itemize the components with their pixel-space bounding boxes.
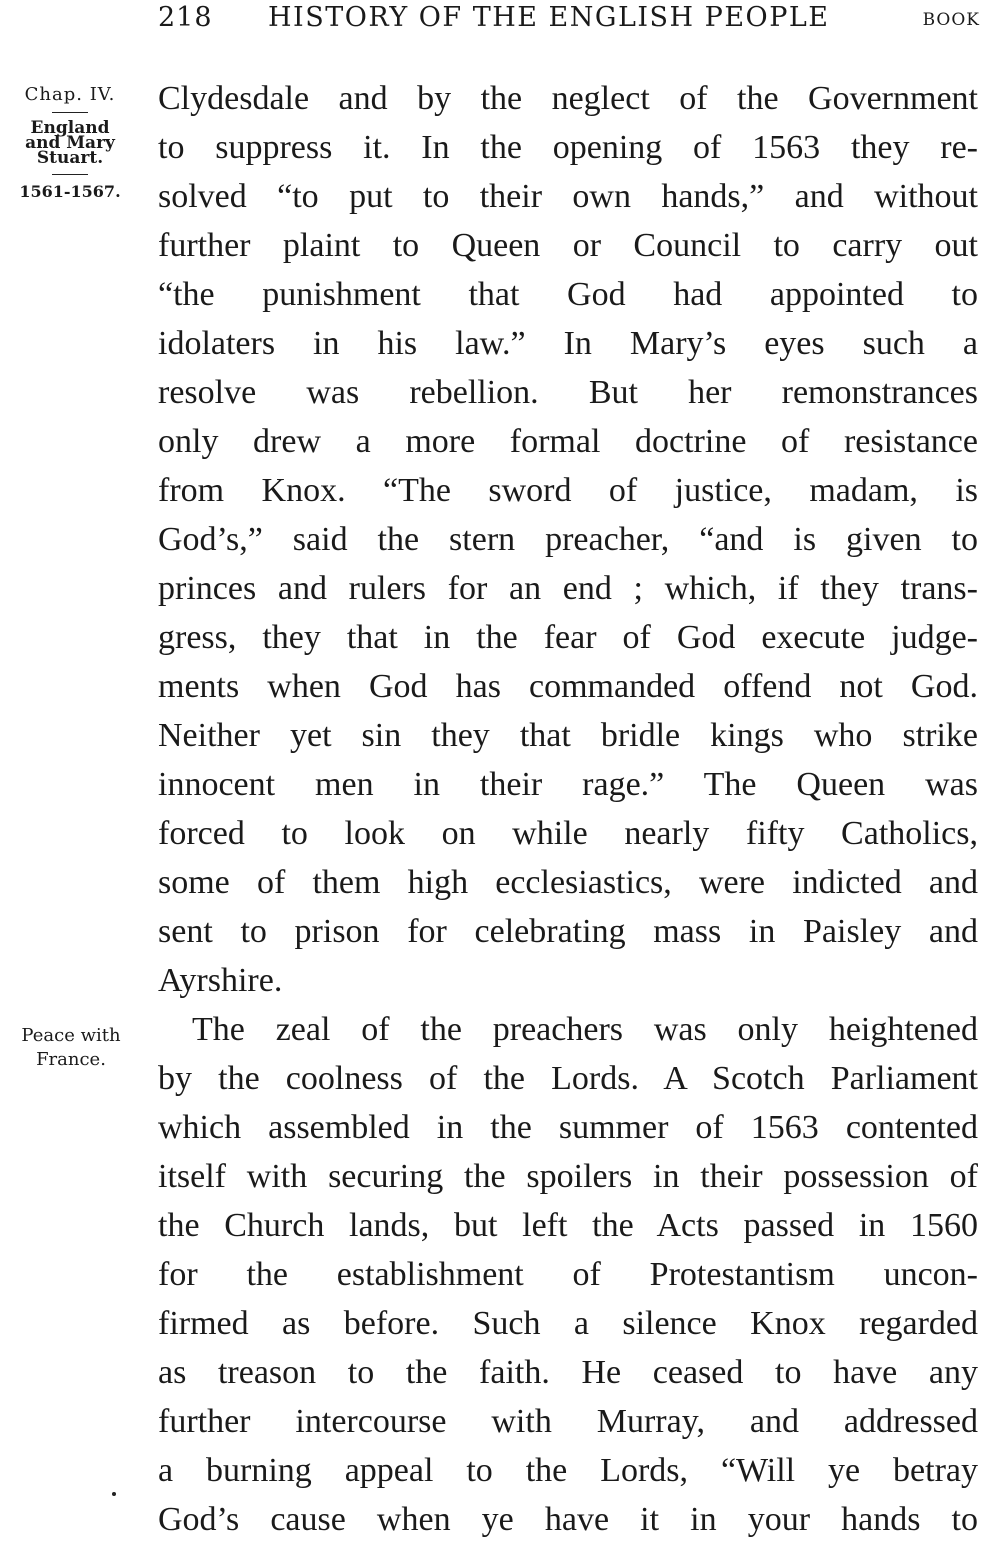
text-line: some of them high ecclesiastics, were indicted and [158, 864, 978, 901]
page-number: 218 [158, 2, 213, 33]
text-line: God’s cause when ye have it in your hands to [158, 1501, 978, 1538]
text-line: itself with securing the spoilers in their possession of [158, 1158, 978, 1195]
text-line: resolve was rebellion. But her remonstrances [158, 374, 978, 411]
topic-line-2: and Mary [25, 133, 115, 153]
text-line: to suppress it. In the opening of 1563 they re- [158, 129, 978, 166]
text-line: Neither yet sin they that bridle kings who strike [158, 717, 978, 754]
margin-note-peace [4, 1024, 138, 1072]
text-line: forced to look on while nearly fifty Catholics, [158, 815, 978, 852]
rule-divider [52, 112, 88, 113]
text-line: as treason to the faith. He ceased to have any [158, 1354, 978, 1391]
text-line: “the punishment that God had appointed to [158, 276, 978, 313]
text-line: solved “to put to their own hands,” and without [158, 178, 978, 215]
book-label: BOOK [922, 10, 980, 30]
text-line: princes and rulers for an end ; which, if they trans- [158, 570, 978, 607]
text-line: gress, they that in the fear of God execute judge- [158, 619, 978, 656]
text-line: Clydesdale and by the neglect of the Government [158, 80, 978, 117]
text-line: firmed as before. Such a silence Knox regarded [158, 1305, 978, 1342]
text-line: only drew a more formal doctrine of resistance [158, 423, 978, 460]
text-line: a burning appeal to the Lords, “Will ye betray [158, 1452, 978, 1489]
text-line: idolaters in his law.” In Mary’s eyes such a [158, 325, 978, 362]
topic-line-1: England [30, 118, 110, 138]
text-line: The zeal of the preachers was only heightened [158, 1011, 978, 1048]
text-line: from Knox. “The sword of justice, madam, is [158, 472, 978, 509]
text-line: innocent men in their rage.” The Queen was [158, 766, 978, 803]
text-line: God’s,” said the stern preacher, “and is given to [158, 521, 978, 558]
peace-line-2: France. [36, 1049, 106, 1070]
text-line: further intercourse with Murray, and addressed [158, 1403, 978, 1440]
margin-note-chapter [8, 86, 132, 201]
text-line: which assembled in the summer of 1563 contented [158, 1109, 978, 1146]
running-header [0, 2, 1000, 42]
peace-line-1: Peace with [21, 1025, 121, 1046]
date-range: 1561-1567. [19, 182, 121, 201]
text-line: sent to prison for celebrating mass in Paisley and [158, 913, 978, 950]
rule-divider [52, 174, 88, 175]
stray-dot [112, 1492, 116, 1496]
running-title: HISTORY OF THE ENGLISH PEOPLE [268, 2, 830, 33]
text-line: by the coolness of the Lords. A Scotch Parliament [158, 1060, 978, 1097]
text-line: for the establishment of Protestantism uncon- [158, 1256, 978, 1293]
body-text [158, 74, 978, 1544]
topic-line-3: Stuart. [36, 148, 104, 168]
text-line: further plaint to Queen or Council to carry out [158, 227, 978, 264]
text-line: ments when God has commanded offend not God. [158, 668, 978, 705]
text-line: Ayrshire. [158, 962, 283, 999]
chapter-label: Chap. IV. [24, 84, 116, 105]
text-line: the Church lands, but left the Acts passed in 1560 [158, 1207, 978, 1244]
